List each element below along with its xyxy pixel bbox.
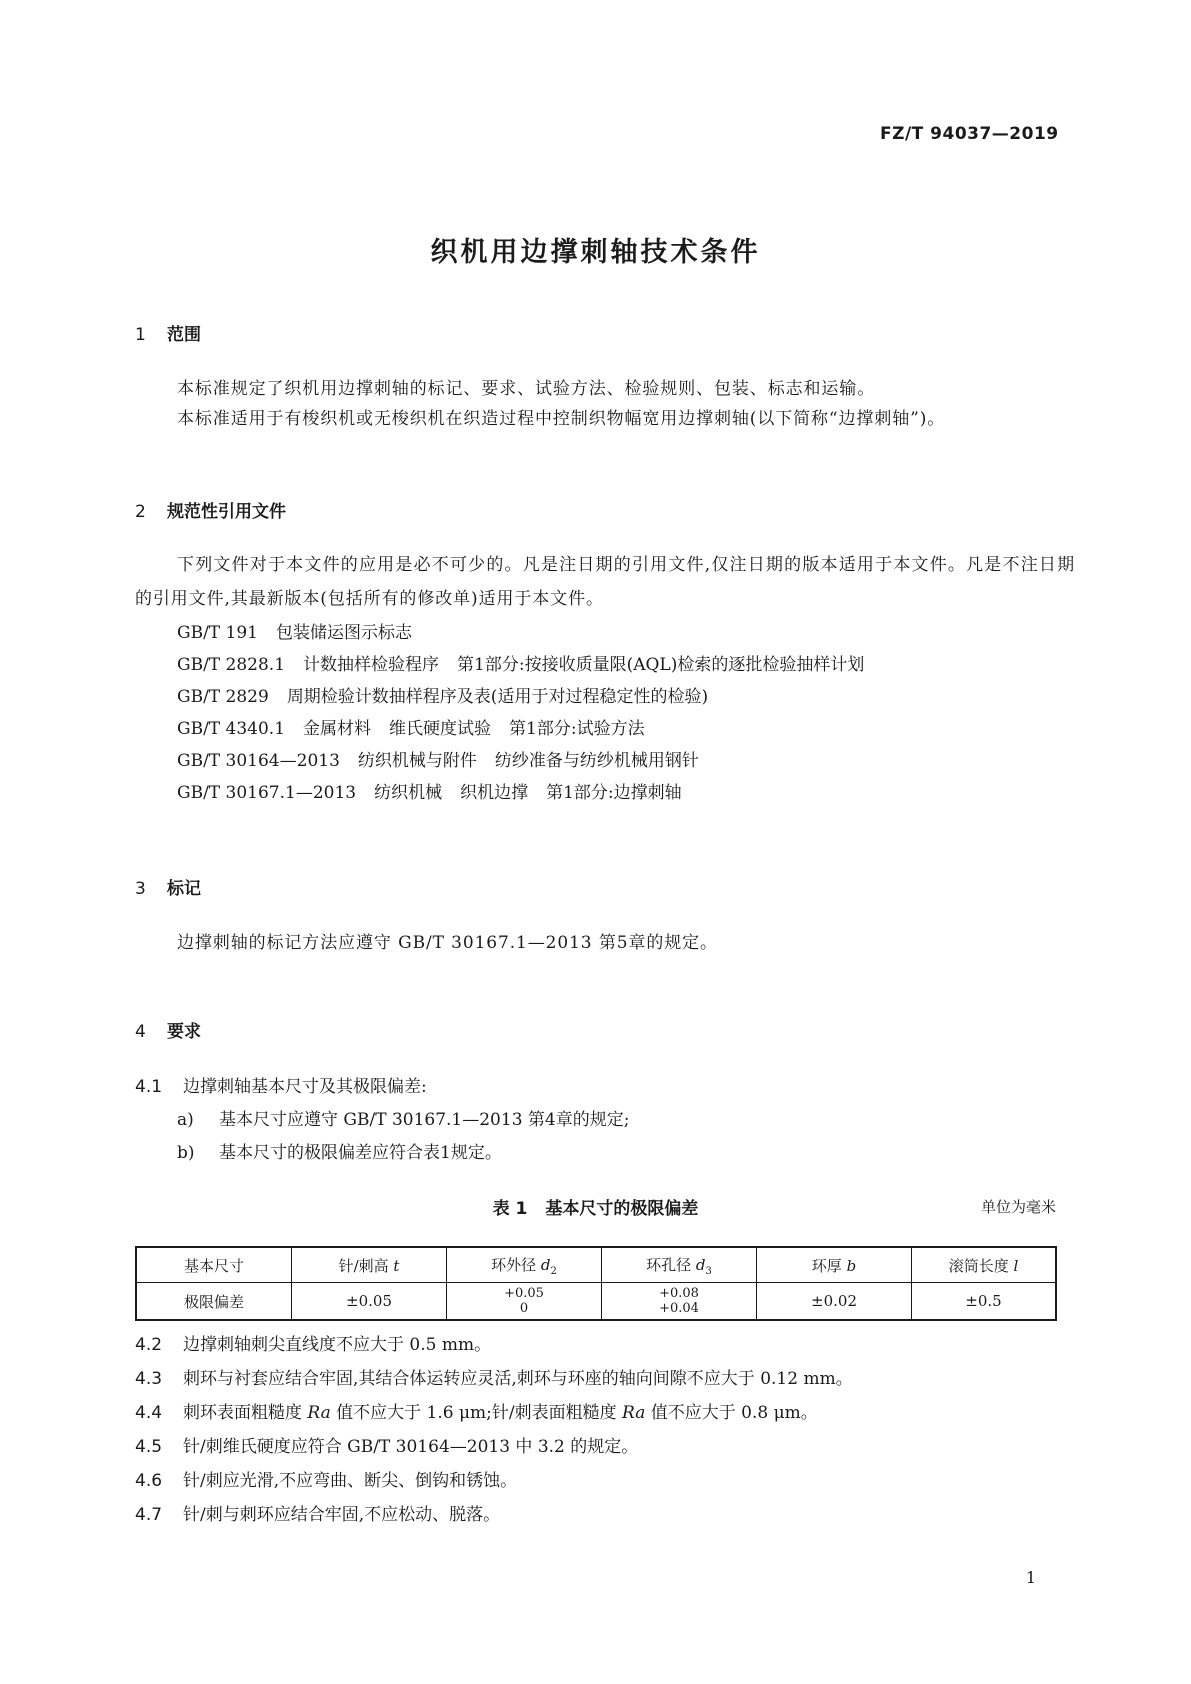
table-cell: ±0.05 xyxy=(292,1283,447,1321)
list-item xyxy=(177,1105,629,1130)
standard-number: FZ/T 94037—2019 xyxy=(880,124,1059,144)
section-title: 范围 xyxy=(167,325,201,345)
section-title: 标记 xyxy=(167,879,201,899)
clause-number: 4.4 xyxy=(135,1403,163,1423)
reference-title: 纺织机械 xyxy=(374,783,443,803)
reference-title: 纺织机械与附件 xyxy=(357,751,477,771)
table-header-row xyxy=(136,1247,1056,1283)
reference-title: 维氏硬度试验 xyxy=(389,719,492,739)
clause-text: 值不应大于 1.6 μm;针/刺表面粗糙度 xyxy=(336,1403,617,1423)
clause-4-4 xyxy=(135,1398,818,1423)
section-title: 规范性引用文件 xyxy=(167,502,286,522)
section-number: 2 xyxy=(135,502,146,522)
reference-item xyxy=(177,714,645,739)
reference-code: GB/T 2829 xyxy=(177,687,269,707)
clause-number: 4.3 xyxy=(135,1369,163,1389)
clause-4-6 xyxy=(135,1466,517,1491)
list-marker: b) xyxy=(177,1143,195,1163)
reference-title: 第1部分:按接收质量限(AQL)检索的逐批检验抽样计划 xyxy=(457,655,865,675)
clause-4-5 xyxy=(135,1432,638,1457)
clause-text: 针/刺应光滑,不应弯曲、断尖、倒钩和锈蚀。 xyxy=(183,1471,518,1491)
table-row xyxy=(136,1283,1056,1321)
list-text: 基本尺寸应遵守 GB/T 30167.1—2013 第4章的规定; xyxy=(219,1110,630,1130)
table-header-cell: 针/刺高 t xyxy=(292,1247,447,1283)
clause-number: 4.6 xyxy=(135,1471,163,1491)
clause-4-7 xyxy=(135,1500,500,1525)
reference-code: GB/T 2828.1 xyxy=(177,655,286,675)
reference-item xyxy=(177,650,864,675)
list-text: 基本尺寸的极限偏差应符合表1规定。 xyxy=(219,1143,502,1163)
clause-number: 4.7 xyxy=(135,1505,163,1525)
table-header-cell: 环厚 b xyxy=(757,1247,912,1283)
clause-text: 值不应大于 0.8 μm。 xyxy=(650,1403,818,1423)
reference-title: 纺纱准备与纺纱机械用钢针 xyxy=(494,751,699,771)
paragraph: 边撑刺轴的标记方法应遵守 GB/T 30167.1—2013 第5章的规定。 xyxy=(177,933,718,953)
clause-text: 边撑刺轴刺尖直线度不应大于 0.5 mm。 xyxy=(183,1335,492,1355)
document-title: 织机用边撑刺轴技术条件 xyxy=(430,237,761,268)
reference-title: 织机边撑 xyxy=(460,783,529,803)
table-title: 基本尺寸的极限偏差 xyxy=(545,1199,699,1219)
clause-4-1 xyxy=(135,1072,427,1097)
clause-number: 4.2 xyxy=(135,1335,163,1355)
clause-4-3 xyxy=(135,1364,853,1389)
clause-text: 边撑刺轴基本尺寸及其极限偏差: xyxy=(183,1077,427,1097)
clause-number: 4.5 xyxy=(135,1437,163,1457)
section-4-heading xyxy=(135,1017,201,1042)
table-cell: 极限偏差 xyxy=(136,1283,292,1321)
reference-code: GB/T 191 xyxy=(177,623,258,643)
clause-number: 4.1 xyxy=(135,1077,163,1097)
reference-title: 计数抽样检验程序 xyxy=(303,655,440,675)
table-header-cell: 滚筒长度 l xyxy=(912,1247,1057,1283)
clause-text: 针/刺与刺环应结合牢固,不应松动、脱落。 xyxy=(183,1505,501,1525)
reference-code: GB/T 4340.1 xyxy=(177,719,286,739)
reference-title: 金属材料 xyxy=(303,719,372,739)
reference-item xyxy=(177,746,699,771)
clause-4-2 xyxy=(135,1330,491,1355)
clause-text: 刺环表面粗糙度 xyxy=(183,1403,302,1423)
reference-code: GB/T 30164—2013 xyxy=(177,751,340,771)
paragraph: 下列文件对于本文件的应用是必不可少的。凡是注日期的引用文件,仅注日期的版本适用于本文件。凡是不注日期的引用文件,其最新版本(包括所有的修改单)适用于本文件。 xyxy=(135,555,1075,609)
section-2-heading xyxy=(135,497,286,522)
section-1-heading xyxy=(135,320,201,345)
table-cell: ±0.5 xyxy=(912,1283,1057,1321)
clause-text: 针/刺维氏硬度应符合 GB/T 30164—2013 中 3.2 的规定。 xyxy=(183,1437,639,1457)
clause-text: 刺环与衬套应结合牢固,其结合体运转应灵活,刺环与环座的轴向间隙不应大于 0.12 mm。 xyxy=(183,1369,853,1389)
paragraph: 本标准适用于有梭织机或无梭织机在织造过程中控制织物幅宽用边撑刺轴(以下简称“边撑刺轴”)。 xyxy=(177,409,946,429)
table-cell: ±0.02 xyxy=(757,1283,912,1321)
table-header-cell: 环孔径 $d_3$ xyxy=(602,1247,757,1283)
clause-symbol: Ra xyxy=(622,1403,646,1423)
section-number: 4 xyxy=(135,1022,146,1042)
page-number: 1 xyxy=(1025,1568,1036,1587)
clause-symbol: Ra xyxy=(307,1403,331,1423)
table-cell: +0.05 0 xyxy=(447,1283,602,1321)
paragraph: 本标准规定了织机用边撑刺轴的标记、要求、试验方法、检验规则、包装、标志和运输。 xyxy=(177,379,876,399)
reference-title: 第1部分:边撑刺轴 xyxy=(546,783,682,803)
reference-code: GB/T 30167.1—2013 xyxy=(177,783,357,803)
reference-title: 第1部分:试验方法 xyxy=(509,719,645,739)
table-unit: 单位为毫米 xyxy=(980,1198,1056,1216)
tolerance-table xyxy=(135,1246,1057,1321)
table-header-cell: 环外径 $d_2$ xyxy=(447,1247,602,1283)
section-3-heading xyxy=(135,874,201,899)
list-marker: a) xyxy=(177,1110,194,1130)
table-cell: +0.08 +0.04 xyxy=(602,1283,757,1321)
reference-item xyxy=(177,682,708,707)
reference-item xyxy=(177,618,412,643)
table-header-cell: 基本尺寸 xyxy=(136,1247,292,1283)
reference-title: 周期检验计数抽样程序及表(适用于对过程稳定性的检验) xyxy=(286,687,709,707)
section-title: 要求 xyxy=(167,1022,201,1042)
list-item xyxy=(177,1138,502,1163)
section-number: 3 xyxy=(135,879,146,899)
reference-item xyxy=(177,778,682,803)
reference-title: 包装储运图示标志 xyxy=(276,623,412,643)
section-number: 1 xyxy=(135,325,146,345)
table-number: 表 1 xyxy=(492,1199,528,1219)
